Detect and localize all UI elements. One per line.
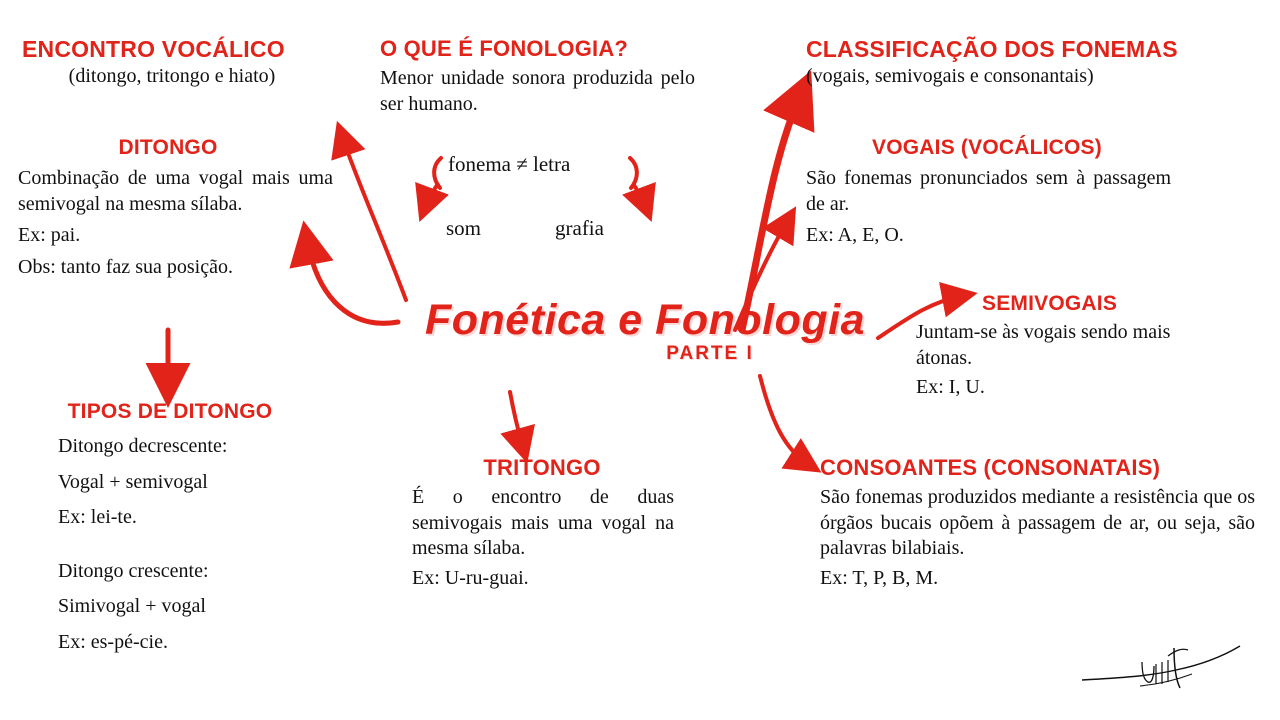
central-title-main: Fonética e Fonologia: [424, 296, 866, 344]
ditongo-crescente-formula: Simivogal + vogal: [58, 595, 206, 618]
encontro-vocalico-heading: ENCONTRO VOCÁLICO: [22, 36, 285, 62]
ditongo-crescente-example: Ex: es-pé-cie.: [58, 630, 168, 653]
fonema-equation: fonema ≠ letra: [448, 152, 571, 176]
vogais-example: Ex: A, E, O.: [806, 224, 904, 247]
fonema-branch-som: som: [446, 216, 482, 240]
vogais-definition: São fonemas pronunciados sem à passagem de ar.: [806, 167, 1171, 215]
node-o-que-e-fonologia: [380, 36, 700, 117]
tritongo-heading: TRITONGO: [483, 455, 601, 480]
ditongo-decrescente-example: Ex: lei-te.: [58, 506, 137, 529]
consoantes-heading: CONSOANTES (CONSONATAIS): [820, 455, 1161, 480]
encontro-vocalico-subtitle: (ditongo, tritongo e hiato): [68, 65, 276, 87]
classificacao-heading: CLASSIFICAÇÃO DOS FONEMAS: [806, 36, 1178, 62]
semivogais-definition: Juntam-se às vogais sendo mais átonas.: [916, 321, 1171, 369]
consoantes-definition: São fonemas produzidos mediante a resistência que os órgãos bucais opõem à passagem de ar, ou seja, são palavras bilabiais.: [820, 486, 1255, 560]
spacer: [20, 531, 350, 549]
node-tipos-de-ditongo: [20, 400, 350, 656]
ditongo-note: Obs: tanto faz sua posição.: [18, 255, 233, 278]
ditongo-definition: Combinação de uma vogal mais uma semivogal na mesma sílaba.: [18, 167, 333, 215]
fonologia-definition: Menor unidade sonora produzida pelo ser humano.: [380, 67, 695, 115]
node-ditongo: [18, 136, 338, 280]
tipos-ditongo-heading: TIPOS DE DITONGO: [67, 400, 273, 423]
arrow-to-classificacao: [742, 96, 800, 330]
node-tritongo: [412, 455, 682, 591]
node-encontro-vocalico: [22, 36, 352, 88]
consoantes-example: Ex: T, P, B, M.: [820, 566, 939, 589]
classificacao-subtitle: (vogais, semivogais e consonantais): [806, 65, 1094, 87]
arrow-to-tritongo: [510, 392, 523, 448]
fonema-branch-grafia: grafia: [555, 216, 604, 240]
ditongo-example: Ex: pai.: [18, 224, 81, 247]
arrow-to-fonologia: [342, 136, 406, 300]
semivogais-heading: SEMIVOGAIS: [982, 292, 1118, 315]
central-title: [410, 296, 880, 365]
central-title-part: PARTE I: [666, 343, 754, 364]
ditongo-crescente-label: Ditongo crescente:: [58, 559, 209, 582]
handwritten-signature-icon: [1080, 640, 1260, 710]
fonologia-heading: O QUE É FONOLOGIA?: [380, 36, 629, 61]
arrow-grafia: [634, 185, 646, 207]
semivogais-example: Ex: I, U.: [916, 376, 985, 399]
tritongo-example: Ex: U-ru-guai.: [412, 566, 529, 589]
arrow-som: [425, 185, 437, 207]
ditongo-decrescente-formula: Vogal + semivogal: [58, 470, 208, 493]
ditongo-heading: DITONGO: [118, 136, 218, 159]
tritongo-definition: É o encontro de duas semivogais mais uma vogal na mesma sílaba.: [412, 486, 674, 560]
node-classificacao-dos-fonemas: [806, 36, 1256, 88]
bracket-left: [434, 158, 441, 188]
bracket-right: [630, 158, 637, 188]
vogais-heading: VOGAIS (VOCÁLICOS): [872, 136, 1102, 159]
arrow-to-consoantes: [760, 376, 808, 464]
node-consoantes: [820, 455, 1260, 591]
node-vogais: [806, 136, 1176, 249]
ditongo-decrescente-label: Ditongo decrescente:: [58, 435, 228, 457]
node-semivogais: [916, 292, 1246, 401]
